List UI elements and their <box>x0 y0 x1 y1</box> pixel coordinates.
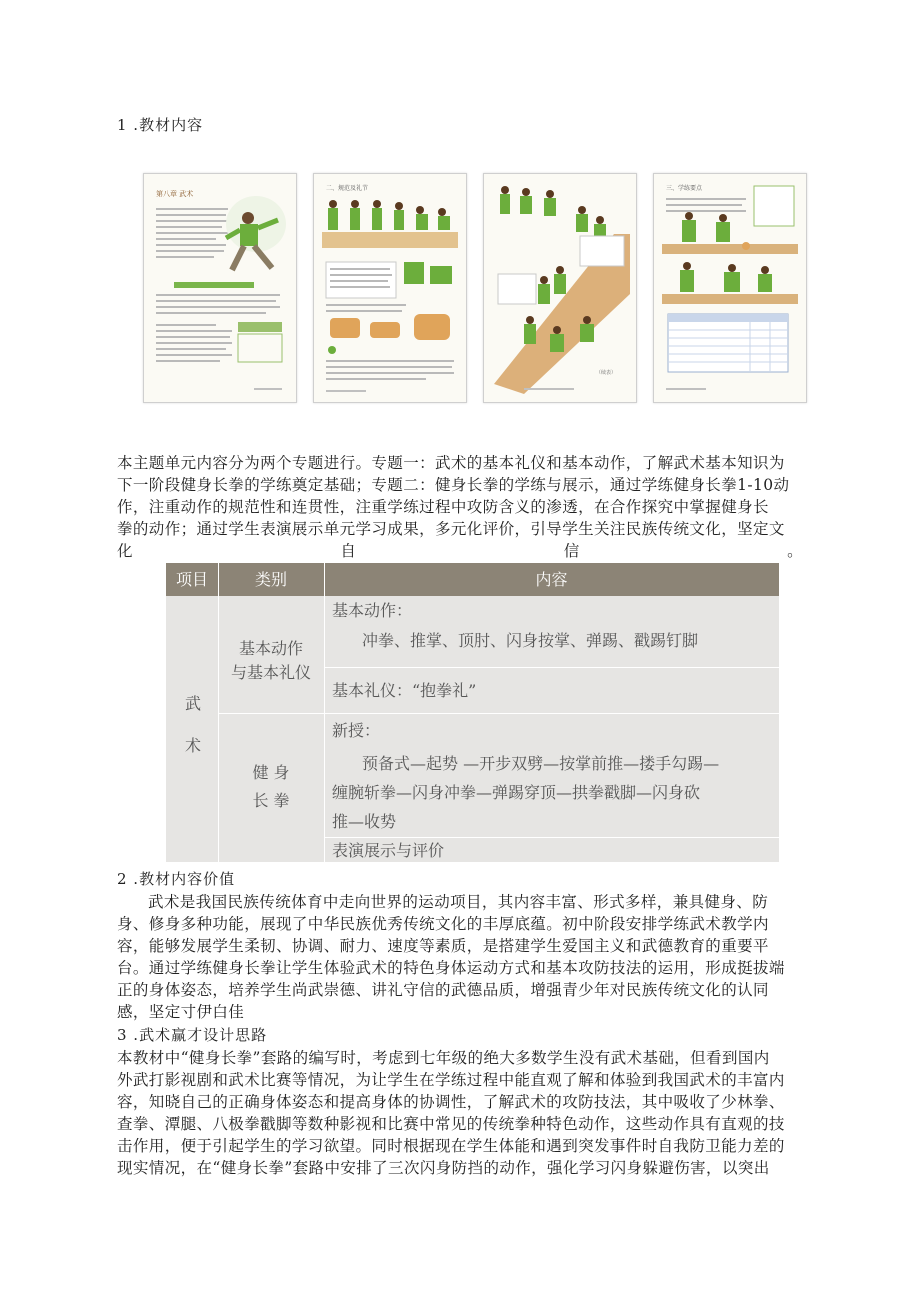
value-line: 武术是我国民族传统体育中走向世界的运动项目，其内容丰富、形式多样，兼具健身、防 <box>148 893 769 911</box>
item-cell <box>180 683 206 767</box>
design-line: 外武打影视剧和武术比赛等情况，为让学生在学练过程中能直观了解和体验到我国武术的丰富内 <box>117 1071 785 1089</box>
page-3-caption: （续表） <box>596 370 617 376</box>
intro-char: 自 <box>340 542 357 560</box>
content-routine-line: 推—收势 <box>332 812 397 831</box>
content-routine-line: 缠腕斩拳—闪身冲拳—弹踢穿顶—拱拳戳脚—闪身砍 <box>332 783 701 802</box>
item-char: 术 <box>184 736 201 755</box>
content-etiquette: 基本礼仪：“抱拳礼” <box>332 681 477 700</box>
value-line: 容，能够发展学生柔韧、协调、耐力、速度等素质，是搭建学生爱国主义和武德教育的重要平 <box>117 937 769 955</box>
intro-line-spread <box>117 540 807 562</box>
design-line: 容，知晓自己的正确身体姿态和提高身体的协调性，了解武术的攻防技法，其中吸收了少林拳、 <box>117 1093 785 1111</box>
design-line: 击作用，便于引起学生的学习欲望。同时根据现在学生体能和遇到突发事件时自我防卫能力差的 <box>117 1137 785 1155</box>
intro-char: 信 <box>563 542 580 560</box>
design-paragraph <box>117 1047 807 1179</box>
section-2-heading: 2 .教材内容价值 <box>117 870 236 888</box>
category-line: 长 拳 <box>252 791 290 810</box>
page-1-title: 第八章 武术 <box>156 190 194 198</box>
content-performance: 表演展示与评价 <box>332 841 445 860</box>
category-line: 与基本礼仪 <box>230 663 311 682</box>
page-4-title: 三、学练要点 <box>666 185 703 192</box>
design-line: 本教材中“健身长拳”套路的编写时，考虑到七年级的绝大多数学生没有武术基础，但看到国内 <box>117 1049 770 1067</box>
design-line: 现实情况，在“健身长拳”套路中安排了三次闪身防挡的动作，强化学习闪身躲避伤害，以突出 <box>117 1159 770 1177</box>
value-line: 台。通过学练健身长拳让学生体验武术的特色身体运动方式和基本攻防技法的运用，形成挺拔端 <box>117 959 785 977</box>
item-char: 武 <box>184 694 201 713</box>
table-divider <box>218 713 779 714</box>
textbook-page-1-image <box>143 173 297 403</box>
content-routine-line: 预备式—起势 —开步双劈—按掌前推—搂手勾踢— <box>362 754 720 773</box>
intro-char: 。 <box>787 542 803 560</box>
header-category: 类别 <box>254 570 287 589</box>
table-divider <box>324 667 779 668</box>
intro-line: 作，注重动作的规范性和连贯性，注重学练过程中攻防含义的渗透，在合作探究中掌握健身长 <box>117 498 769 516</box>
content-new-label: 新授： <box>332 721 381 740</box>
table-divider <box>324 837 779 838</box>
header-item: 项目 <box>175 570 208 589</box>
intro-char: 化 <box>117 542 133 560</box>
content-basic-label: 基本动作： <box>332 601 413 620</box>
content-basic-moves: 冲拳、推掌、顶肘、闪身按掌、弹踢、戳踢钉脚 <box>362 631 699 650</box>
textbook-page-2-image <box>313 173 467 403</box>
category-changquan <box>218 759 324 815</box>
category-line: 基本动作 <box>238 639 303 658</box>
content-table <box>166 563 779 862</box>
value-line: 感，坚定寸伊白佳 <box>117 1003 245 1021</box>
design-line: 查拳、潭腿、八极拳戳脚等数种影视和比赛中常见的传统拳种特色动作，这些动作具有直观的技 <box>117 1115 785 1133</box>
intro-line: 下一阶段健身长拳的学练奠定基础；专题二：健身长拳的学练与展示，通过学练健身长拳1-10动 <box>117 476 790 494</box>
textbook-page-3-image <box>483 173 637 403</box>
intro-line: 拳的动作；通过学生表演展示单元学习成果，多元化评价，引导学生关注民族传统文化，坚定文 <box>117 520 785 538</box>
category-basic <box>218 637 324 685</box>
category-line: 健 身 <box>252 763 290 782</box>
value-line: 身、修身多种功能，展现了中华民族优秀传统文化的丰厚底蕴。初中阶段安排学练武术教学内 <box>117 915 769 933</box>
intro-line: 本主题单元内容分为两个专题进行。专题一：武术的基本礼仪和基本动作，了解武术基本知识为 <box>117 454 785 472</box>
value-paragraph <box>117 891 807 1023</box>
textbook-page-4-image <box>653 173 807 403</box>
intro-paragraph <box>117 452 807 562</box>
value-line: 正的身体姿态，培养学生尚武崇德、讲礼守信的武德品质，增强青少年对民族传统文化的认同 <box>117 981 769 999</box>
page-2-title: 二、规范及礼节 <box>326 185 369 192</box>
section-1-heading: 1 .教材内容 <box>117 116 204 134</box>
header-content: 内容 <box>535 570 568 589</box>
section-3-heading: 3 .武术赢才设计思路 <box>117 1026 268 1044</box>
